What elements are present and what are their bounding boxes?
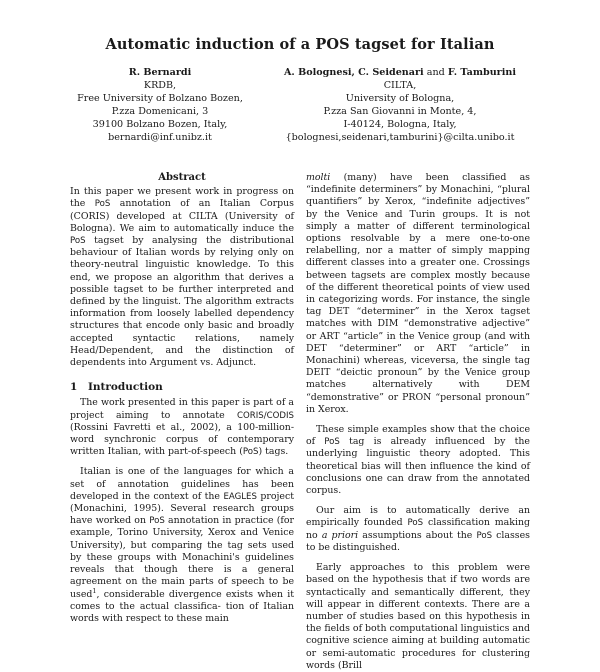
author-block-left bbox=[70, 66, 250, 145]
text-run: classes to be distinguished. bbox=[306, 529, 530, 553]
affiliation-line: Free University of Bolzano Bozen, bbox=[77, 93, 243, 105]
term-pos: PoS bbox=[407, 518, 424, 529]
term-pos: PoS bbox=[242, 447, 259, 458]
abstract-text bbox=[70, 186, 294, 369]
footnote-marker: 1 bbox=[92, 586, 97, 595]
affiliation-line: CILTA, bbox=[383, 80, 417, 92]
intro-paragraph-1 bbox=[70, 397, 294, 458]
term-pos: PoS bbox=[149, 516, 165, 527]
term-pos: PoS bbox=[70, 236, 86, 247]
affiliation-line: P.zza San Giovanni in Monte, 4, bbox=[323, 106, 477, 118]
affiliation-line: I-40124, Bologna, Italy, bbox=[343, 119, 457, 131]
author-conjunction: and bbox=[426, 67, 445, 78]
intro-paragraph-2 bbox=[70, 466, 294, 625]
italic-term: molti bbox=[306, 172, 331, 183]
text-run: annotation in practice (for example, Torino University, Xerox and Venice University), but comparing the tag sets used by these groups with Monachini's guidelines reveals that though there is a general agreement on the main parts of speech to be used bbox=[70, 515, 294, 600]
affiliation-line: 39100 Bolzano Bozen, Italy, bbox=[92, 119, 228, 131]
author-block-right bbox=[255, 66, 545, 145]
author-name: R. Bernardi bbox=[128, 67, 192, 78]
left-column bbox=[70, 172, 294, 625]
right-paragraph-3 bbox=[306, 505, 530, 554]
affiliation-line: P.zza Domenicani, 3 bbox=[111, 106, 209, 118]
term-pos: PoS bbox=[324, 437, 340, 448]
right-paragraph-1 bbox=[306, 172, 530, 416]
text-run: Our aim is to automatically derive an empirically founded bbox=[306, 505, 530, 529]
author-email: bernardi@inf.unibz.it bbox=[108, 132, 212, 144]
text-run: tion of Italian words with respect to these main bbox=[70, 600, 294, 624]
right-paragraph-4: Early approaches to this problem were based on the hypothesis that if two words are syntactically and semantically different, they will appear in different contexts. There are a number of studies based on this hypothesis in the fields of both computational linguistics and cognitive science aiming at building automatic or semi-automatic procedures for clustering words (Brill bbox=[306, 562, 530, 671]
section-number: 1 bbox=[70, 381, 78, 394]
text-run: tagset by analysing the distributional behaviour of Italian words by relying only on theory-neutral linguistic knowledge. To this end, we propose an algorithm that derives a possible tagset to be further interpreted and defined by the linguist. The algorithm extracts information from loosely labelled dependency structures that encode only basic and broadly accepted syntactic relations, namely Head/Dependent, and the distinction of dependents into Argument vs. Adjunct. bbox=[70, 235, 294, 369]
text-run: annotation of an Italian Corpus (CORIS) developed at CILTA (University of Bologna). We aim to automatically induce the bbox=[70, 198, 294, 234]
author-names bbox=[255, 66, 545, 79]
right-column bbox=[306, 172, 530, 672]
term-pos: PoS bbox=[94, 199, 111, 210]
abstract-heading: Abstract bbox=[158, 172, 206, 183]
text-run: (Rossini Favretti et al., 2002), a 100-million-word synchronic corpus of contemporary written Italian, with part-of-speech ( bbox=[70, 421, 294, 458]
affiliation-line: KRDB, bbox=[143, 80, 177, 92]
text-run: Italian is one of the languages for which a set of annotation guidelines has been developed in the context of the bbox=[70, 466, 294, 502]
term-coris: CORIS/CODIS bbox=[237, 410, 294, 421]
text-run: classification making no bbox=[306, 517, 530, 541]
text-run: project (Monachini, 1995). Several research groups have worked on bbox=[70, 490, 294, 527]
text-run: The work presented in this paper is part of a project aiming to annotate bbox=[70, 397, 294, 421]
text-run: (many) have been classified as “indefinite determiners” by Monachini, “plural quantifiers” by Xerox, “indefinite adjectives” by the Venice and Turin groups. It is not simply a matter of different terminological options resolvable by a mere one-to-one relabelling, nor a matter of simply mapping different classes into a greater one. Crossings between tagsets are complex mostly because of the different theoretical points of view used in categorizing words. For instance, the single tag DET “determiner” in the Xerox tagset matches with DIM “demonstrative adjective” or ART “article” in the Venice group (and with DET “determiner” or ART “article” in Monachini) whereas, viceversa, the single tag DEIT “deictic pronoun” by the Venice group matches alternatively with DEM “demonstrative” or PRON “personal pronoun” in Xerox. bbox=[306, 172, 530, 415]
author-email: {bolognesi,seidenari,tamburini}@cilta.unibo.it bbox=[285, 132, 515, 144]
text-run: assumptions about the bbox=[358, 529, 477, 541]
text-run: , considerable divergence exists when it comes to the actual classifica- bbox=[70, 588, 294, 612]
text-run: ) tags. bbox=[258, 446, 289, 458]
right-paragraph-2 bbox=[306, 424, 530, 497]
text-run: These simple examples show that the choice of bbox=[306, 424, 530, 448]
author-name: A. Bolognesi, C. Seidenari bbox=[283, 67, 424, 78]
text-run: In this paper we present work in progress on the bbox=[70, 186, 294, 210]
paper-title: Automatic induction of a POS tagset for Italian bbox=[105, 36, 495, 53]
section-title: Introduction bbox=[88, 381, 163, 394]
italic-term: a priori bbox=[321, 529, 359, 541]
text-run: tag is already influenced by the underlying linguistic theory adopted. This theoretical bias will then influence the kind of conclusions one can draw from the annotated corpus. bbox=[306, 436, 530, 497]
section-heading-introduction bbox=[70, 381, 294, 393]
author-name: F. Tamburini bbox=[447, 67, 516, 78]
term-eagles: EAGLES bbox=[223, 491, 257, 502]
term-pos: PoS bbox=[476, 530, 493, 541]
affiliation-line: University of Bologna, bbox=[345, 93, 455, 105]
